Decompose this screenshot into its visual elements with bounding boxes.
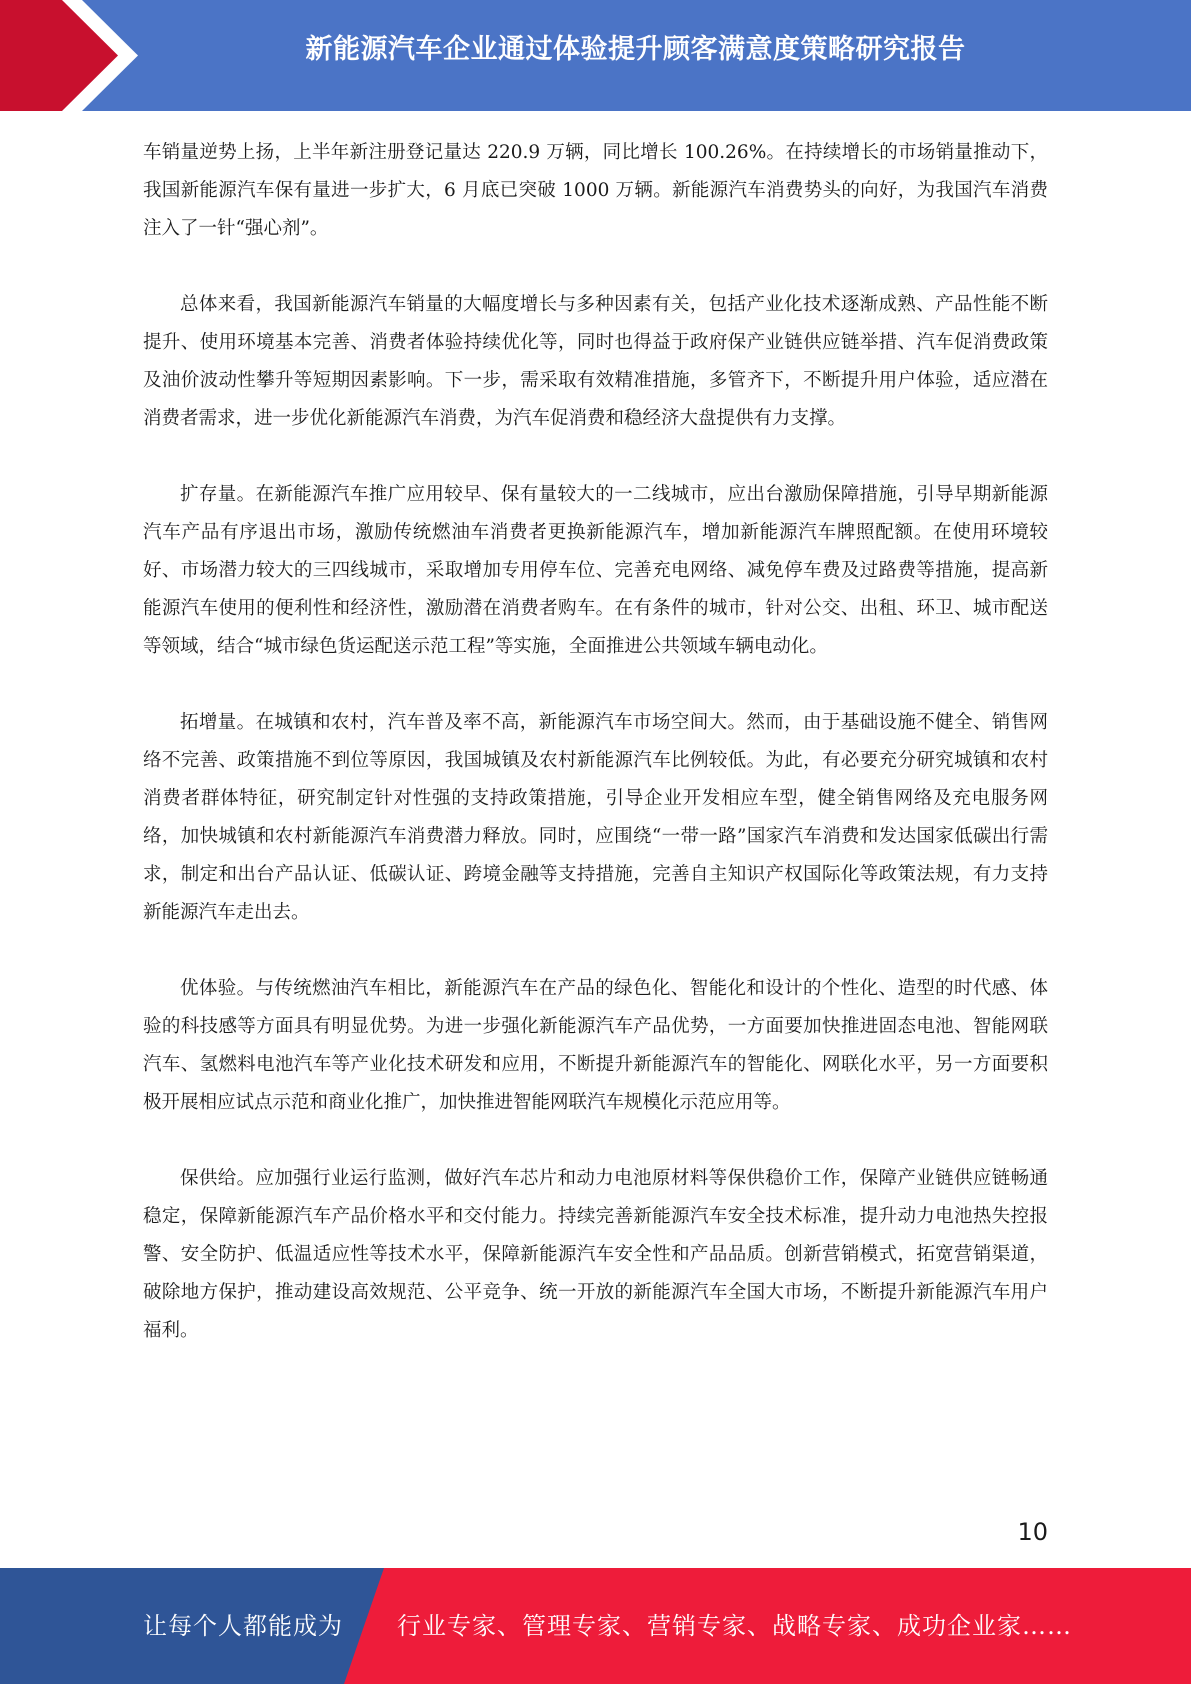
document-title: 新能源汽车企业通过体验提升顾客满意度策略研究报告 (305, 34, 966, 65)
paragraph: 扩存量。在新能源汽车推广应用较早、保有量较大的一二线城市，应出台激励保障措施，引导早期新能源汽车产品有序退出市场，激励传统燃油车消费者更换新能源汽车，增加新能源汽车牌照配额。在使用环境较好、市场潜力较大的三四线城市，采取增加专用停车位、完善充电网络、减免停车费及过路费等措施，提高新能源汽车使用的便利性和经济性，激励潜在消费者购车。在有条件的城市，针对公交、出租、环卫、城市配送等领域，结合“城市绿色货运配送示范工程”等实施，全面推进公共领域车辆电动化。 (143, 484, 1048, 657)
paragraph: 拓增量。在城镇和农村，汽车普及率不高，新能源汽车市场空间大。然而，由于基础设施不健全、销售网络不完善、政策措施不到位等原因，我国城镇及农村新能源汽车比例较低。为此，有必要充分研究城镇和农村消费者群体特征，研究制定针对性强的支持政策措施，引导企业开发相应车型，健全销售网络及充电服务网络，加快城镇和农村新能源汽车消费潜力释放。同时，应围绕“一带一路”国家汽车消费和发达国家低碳出行需求，制定和出台产品认证、低碳认证、跨境金融等支持措施，完善自主知识产权国际化等政策法规，有力支持新能源汽车走出去。 (143, 712, 1048, 923)
paragraph: 优体验。与传统燃油汽车相比，新能源汽车在产品的绿色化、智能化和设计的个性化、造型的时代感、体验的科技感等方面具有明显优势。为进一步强化新能源汽车产品优势，一方面要加快推进固态电池、智能网联汽车、氢燃料电池汽车等产业化技术研发和应用，不断提升新能源汽车的智能化、网联化水平，另一方面要积极开展相应试点示范和商业化推广，加快推进智能网联汽车规模化示范应用等。 (143, 978, 1048, 1113)
footer-slogan-left: 让每个人都能成为 (143, 1612, 343, 1640)
header-chevron-icon (0, 0, 150, 111)
paragraph: 总体来看，我国新能源汽车销量的大幅度增长与多种因素有关，包括产业化技术逐渐成熟、产品性能不断提升、使用环境基本完善、消费者体验持续优化等，同时也得益于政府保产业链供应链举措、汽车促消费政策及油价波动性攀升等短期因素影响。下一步，需采取有效精准措施，多管齐下，不断提升用户体验，适应潜在消费者需求，进一步优化新能源汽车消费，为汽车促消费和稳经济大盘提供有力支撑。 (143, 294, 1048, 429)
document-body (143, 134, 1048, 1388)
page-footer (0, 1568, 1191, 1684)
page-number: 10 (1017, 1518, 1048, 1546)
footer-slogan-right: 行业专家、管理专家、营销专家、战略专家、成功企业家…… (397, 1612, 1072, 1640)
paragraph: 保供给。应加强行业运行监测，做好汽车芯片和动力电池原材料等保供稳价工作，保障产业链供应链畅通稳定，保障新能源汽车产品价格水平和交付能力。持续完善新能源汽车安全技术标准，提升动力电池热失控报警、安全防护、低温适应性等技术水平，保障新能源汽车安全性和产品品质。创新营销模式，拓宽营销渠道，破除地方保护，推动建设高效规范、公平竞争、统一开放的新能源汽车全国大市场，不断提升新能源汽车用户福利。 (143, 1168, 1048, 1341)
paragraph: 车销量逆势上扬，上半年新注册登记量达 220.9 万辆，同比增长 100.26%。在持续增长的市场销量推动下，我国新能源汽车保有量进一步扩大，6 月底已突破 1000 万辆。新能源汽车消费势头的向好，为我国汽车消费注入了一针“强心剂”。 (143, 142, 1048, 239)
page-header (0, 0, 1191, 111)
